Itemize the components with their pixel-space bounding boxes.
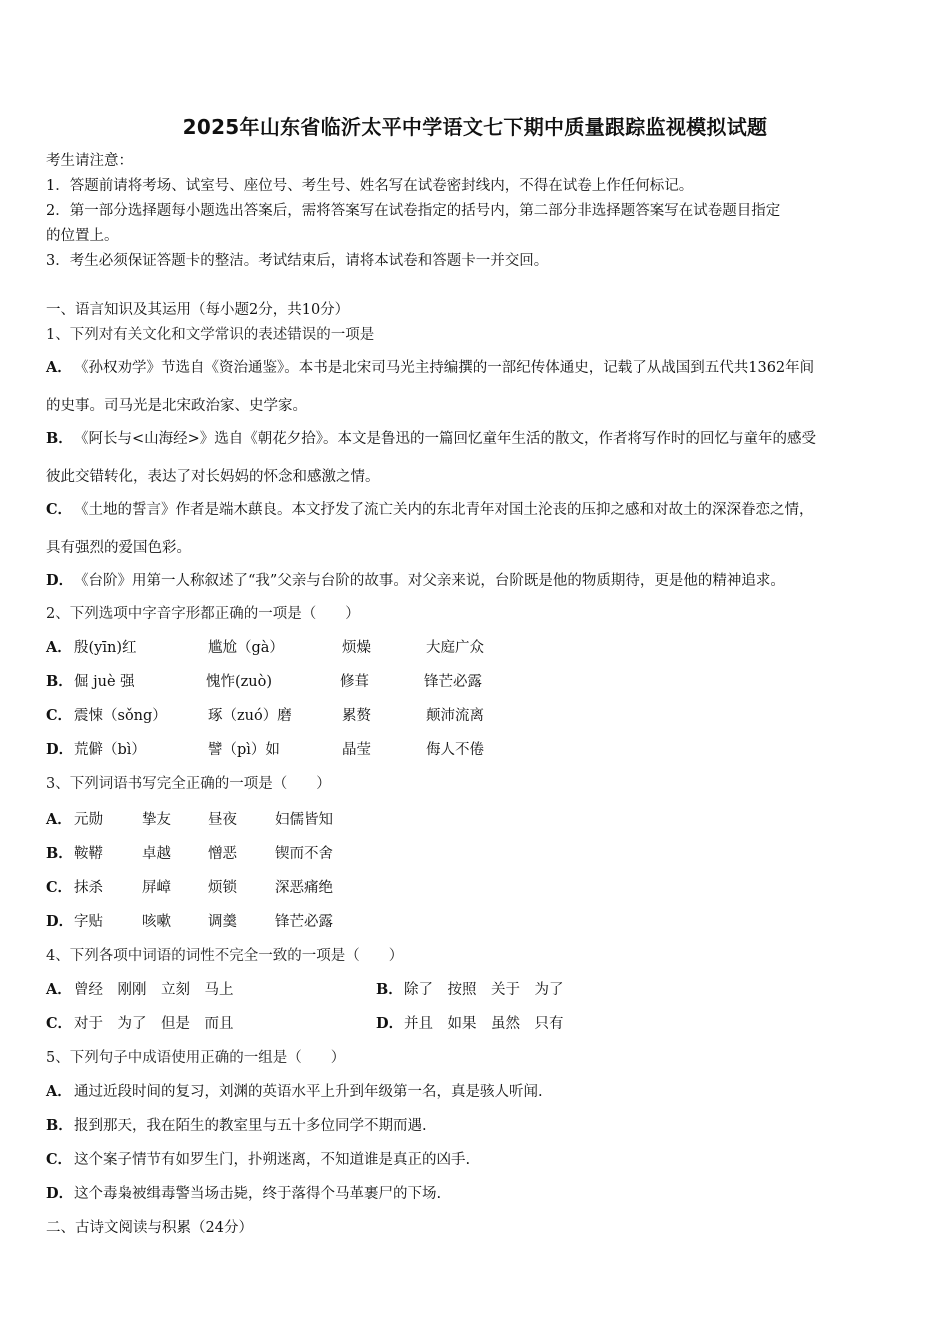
- notice-heading: 考生请注意：: [46, 153, 133, 169]
- q2-a-word-1: 殷(yīn)红: [74, 640, 137, 656]
- q3-a-letter: A．: [46, 811, 72, 828]
- q1-option-a-cont: 的史事。司马光是北宋政治家、史学家。: [46, 398, 307, 414]
- q4-c-text: 对于 为了 但是 而且: [74, 1016, 234, 1032]
- q2-a-letter: A．: [46, 639, 72, 656]
- q3-b-word-1: 鞍鞯: [74, 846, 103, 862]
- q3-a-word-2: 挚友: [142, 812, 171, 828]
- q2-c-letter: C．: [46, 707, 73, 724]
- q2-a-word-4: 大庭广众: [426, 640, 484, 656]
- q3-a-word-3: 昼夜: [208, 812, 237, 828]
- q1-option-d: D．《台阶》用第一人称叙述了“我”父亲与台阶的故事。对父亲来说，台阶既是他的物质期待，更是他的精神追求。: [46, 572, 785, 589]
- q5-b-letter: B．: [46, 1117, 73, 1134]
- q1-option-a: A． 《孙权劝学》节选自《资治通鉴》。本书是北宋司马光主持编撰的一部纪传体通史，记载了从战国到五代共1362年间: [46, 359, 815, 376]
- q3-b-word-3: 憎恶: [208, 846, 237, 862]
- q3-b-word-2: 卓越: [142, 846, 171, 862]
- q2-d-word-4: 侮人不倦: [426, 742, 484, 758]
- q4-a-letter: A．: [46, 981, 72, 998]
- q4-a-text: 曾经 刚刚 立刻 马上: [74, 982, 234, 998]
- q2-c-word-2: 琢（zuó）磨: [208, 708, 292, 724]
- q4-option-c: [46, 1014, 234, 1034]
- q2-d-letter: D．: [46, 741, 74, 758]
- q4-stem: 4、下列各项中词语的词性不完全一致的一项是（ ）: [46, 948, 404, 964]
- notice-item-3: 3．考生必须保证答题卡的整洁。考试结束后，请将本试卷和答题卡一并交回。: [46, 253, 549, 269]
- q3-c-word-2: 屏嶂: [142, 880, 171, 896]
- section-heading-2: 二、古诗文阅读与积累（24分）: [46, 1220, 253, 1236]
- q3-a-word-1: 元勋: [74, 812, 103, 828]
- q5-option-b: [46, 1116, 427, 1136]
- q3-option-d: [46, 912, 333, 932]
- q4-option-a: [46, 980, 234, 1000]
- q5-d-letter: D．: [46, 1185, 74, 1202]
- q1-option-c: C． 《土地的誓言》作者是端木蕻良。本文抒发了流亡关内的东北青年对国土沦丧的压抑之感和对故土的深深眷恋之情，: [46, 501, 814, 518]
- q2-b-word-3: 修葺: [340, 674, 369, 690]
- q2-stem: 2、下列选项中字音字形都正确的一项是（ ）: [46, 606, 360, 622]
- q5-stem: 5、下列句子中成语使用正确的一组是（ ）: [46, 1050, 346, 1066]
- q3-a-word-4: 妇儒皆知: [275, 812, 333, 828]
- q5-b-text: 报到那天，我在陌生的教室里与五十多位同学不期而遇.: [74, 1118, 427, 1134]
- q2-a-word-2: 尴尬（gà）: [208, 640, 284, 656]
- q3-stem: 3、下列词语书写完全正确的一项是（ ）: [46, 776, 331, 792]
- q3-d-word-1: 字贴: [74, 914, 103, 930]
- notice-item-1: 1．答题前请将考场、试室号、座位号、考生号、姓名写在试卷密封线内，不得在试卷上作任何标记。: [46, 178, 694, 194]
- q1-option-d-text: 《台阶》用第一人称叙述了“我”父亲与台阶的故事。对父亲来说，台阶既是他的物质期待，更是他的精神追求。: [74, 573, 785, 589]
- section-heading-1: 一、语言知识及其运用（每小题2分，共10分）: [46, 302, 350, 318]
- q2-b-word-2: 愧怍(zuò): [206, 674, 273, 690]
- q4-option-d: [376, 1014, 564, 1034]
- q2-c-word-4: 颠沛流离: [426, 708, 484, 724]
- q3-c-word-1: 抹杀: [74, 880, 103, 896]
- q3-d-word-2: 咳嗽: [142, 914, 171, 930]
- q4-c-letter: C．: [46, 1015, 73, 1032]
- q1-option-b-cont: 彼此交错转化，表达了对长妈妈的怀念和感激之情。: [46, 469, 380, 485]
- q3-option-c: [46, 878, 333, 898]
- q3-c-word-3: 烦锁: [208, 880, 237, 896]
- q3-c-word-4: 深恶痛绝: [275, 880, 333, 896]
- q5-option-c: [46, 1150, 470, 1170]
- q2-option-a: [46, 638, 484, 658]
- q5-option-a: [46, 1082, 543, 1102]
- q3-option-a: [46, 810, 333, 830]
- q3-option-b: [46, 844, 333, 864]
- q2-b-word-4: 锋芒必露: [424, 674, 482, 690]
- q4-option-b: [376, 980, 564, 1000]
- q5-c-letter: C．: [46, 1151, 73, 1168]
- notice-item-2: 2．第一部分选择题每小题选出答案后，需将答案写在试卷指定的括号内，第二部分非选择题答案写在试卷题目指定: [46, 203, 781, 219]
- q2-d-word-2: 譬（pì）如: [208, 742, 280, 758]
- q3-b-word-4: 锲而不舍: [275, 846, 333, 862]
- q2-c-word-3: 累赘: [342, 708, 371, 724]
- q4-d-letter: D．: [376, 1015, 404, 1032]
- q1-stem: 1、下列对有关文化和文学常识的表述错误的一项是: [46, 327, 375, 343]
- q2-b-letter: B．: [46, 673, 73, 690]
- q1-option-b-text: 《阿长与<山海经>》选自《朝花夕拾》。本文是鲁迅的一篇回忆童年生活的散文，作者将写作时的回忆与童年的感受: [74, 431, 817, 447]
- page-title: 2025年山东省临沂太平中学语文七下期中质量跟踪监视模拟试题: [182, 115, 768, 139]
- q2-option-b: [46, 672, 482, 692]
- notice-item-2-cont: 的位置上。: [46, 228, 119, 244]
- q3-d-word-3: 调羹: [208, 914, 237, 930]
- q5-c-text: 这个案子情节有如罗生门，扑朔迷离，不知道谁是真正的凶手.: [74, 1152, 471, 1168]
- q5-option-d: [46, 1184, 441, 1204]
- q2-c-word-1: 震悚（sǒng）: [74, 708, 167, 724]
- q2-option-d: [46, 740, 484, 760]
- q2-a-word-3: 烦燥: [342, 640, 371, 656]
- q1-option-c-text: 《土地的誓言》作者是端木蕻良。本文抒发了流亡关内的东北青年对国土沦丧的压抑之感和对故土的深深眷恋之情，: [74, 502, 814, 518]
- q2-b-word-1: 倔 juè 强: [74, 674, 135, 690]
- q5-a-text: 通过近段时间的复习，刘渊的英语水平上升到年级第一名，真是骇人听闻.: [74, 1084, 543, 1100]
- q5-d-text: 这个毒枭被缉毒警当场击毙，终于落得个马革裹尸的下场.: [74, 1186, 442, 1202]
- q3-b-letter: B．: [46, 845, 73, 862]
- q4-d-text: 并且 如果 虽然 只有: [404, 1016, 564, 1032]
- q2-d-word-1: 荒僻（bì）: [74, 742, 146, 758]
- q1-option-a-text: 《孙权劝学》节选自《资治通鉴》。本书是北宋司马光主持编撰的一部纪传体通史，记载了从战国到五代共1362年间: [74, 360, 815, 376]
- q1-option-c-cont: 具有强烈的爱国色彩。: [46, 540, 191, 556]
- q1-option-b: B．《阿长与<山海经>》选自《朝花夕拾》。本文是鲁迅的一篇回忆童年生活的散文，作者将写作时的回忆与童年的感受: [46, 430, 817, 447]
- q3-c-letter: C．: [46, 879, 73, 896]
- q2-d-word-3: 晶莹: [342, 742, 371, 758]
- q4-b-letter: B．: [376, 981, 403, 998]
- q2-option-c: [46, 706, 484, 726]
- q3-d-letter: D．: [46, 913, 74, 930]
- q3-d-word-4: 锋芒必露: [275, 914, 333, 930]
- q4-b-text: 除了 按照 关于 为了: [404, 982, 564, 998]
- q5-a-letter: A．: [46, 1083, 72, 1100]
